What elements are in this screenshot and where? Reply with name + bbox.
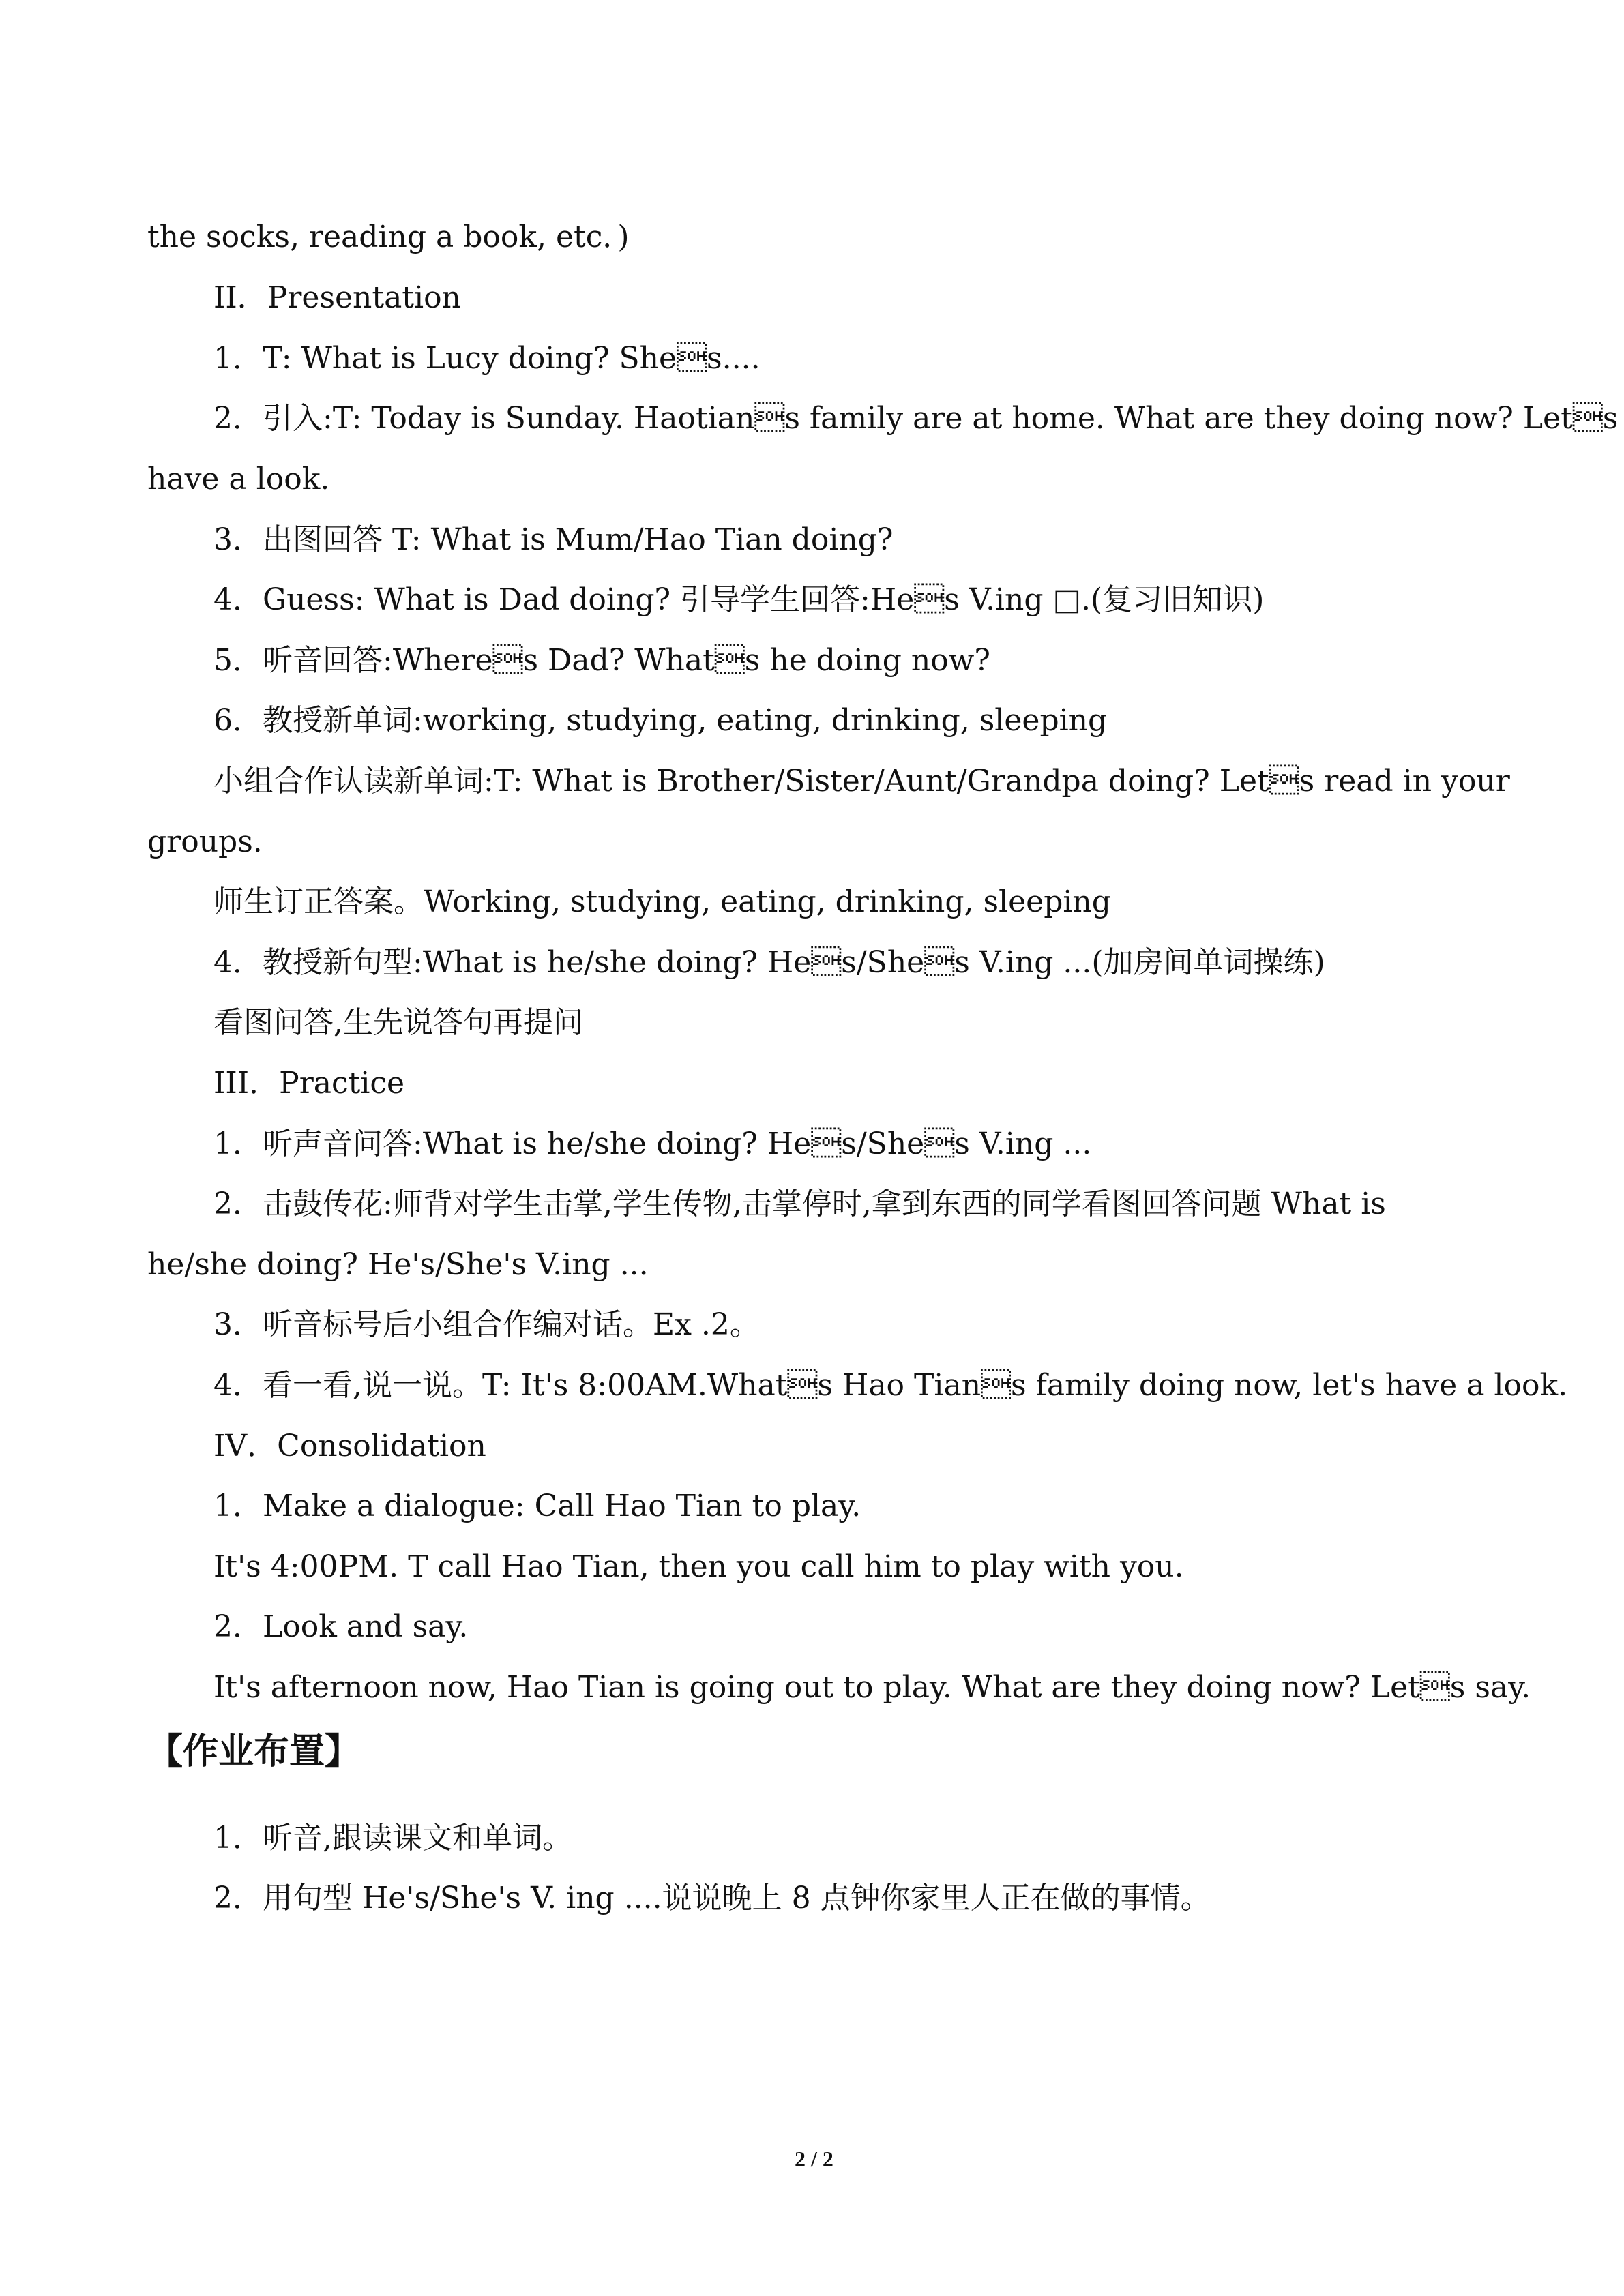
body-line: 1．听声音问答:What is he/she doing? Hes/Shes V.ing ... [213, 1127, 1092, 1161]
homework-line: 2．用句型 He's/She's V. ing ....说说晚上 8 点钟你家里人正在做的事情。 [213, 1881, 1211, 1915]
body-line: 2．Look and say. [213, 1609, 469, 1644]
body-line: groups. [147, 824, 263, 859]
body-line: 4．教授新句型:What is he/she doing? Hes/Shes V.ing ...(加房间单词操练) [213, 945, 1325, 980]
body-line: 3．听音标号后小组合作编对话。Ex .2。 [213, 1307, 760, 1342]
body-line: 6．教授新单词:working, studying, eating, drinking, sleeping [213, 703, 1108, 738]
body-line: he/she doing? He's/She's V.ing ... [147, 1247, 649, 1282]
body-line: 1．T: What is Lucy doing? Shes.... [213, 341, 761, 376]
body-line: 看图问答,生先说答句再提问 [213, 1005, 583, 1040]
body-line: 4．Guess: What is Dad doing? 引导学生回答:Hes V.ing □.(复习旧知识) [213, 582, 1265, 617]
body-line: 3．出图回答 T: What is Mum/Hao Tian doing? [213, 522, 894, 557]
body-line: It's 4:00PM. T call Hao Tian, then you call him to play with you. [213, 1549, 1184, 1584]
body-line: the socks, reading a book, etc．) [147, 220, 630, 254]
section-heading: III．Practice [213, 1066, 405, 1101]
body-line: 4．看一看,说一说。T: It's 8:00AM.Whats Hao Tians family doing now, let's have a look. [213, 1368, 1568, 1403]
section-heading: II．Presentation [213, 280, 461, 315]
body-line: 小组合作认读新单词:T: What is Brother/Sister/Aunt/Grandpa doing? Lets read in your [213, 764, 1510, 799]
body-line: 2．击鼓传花:师背对学生击掌,学生传物,击掌停时,拿到东西的同学看图回答问题 What is [213, 1187, 1386, 1221]
page-number: 2 / 2 [795, 2147, 833, 2171]
body-line: have a look. [147, 462, 330, 496]
homework-line: 1．听音,跟读课文和单词。 [213, 1821, 572, 1855]
body-line: 1．Make a dialogue: Call Hao Tian to play. [213, 1489, 861, 1523]
body-line: 2．引入:T: Today is Sunday. Haotians family are at home. What are they doing now? Lets [213, 401, 1619, 436]
homework-heading: 【作业布置】 [147, 1731, 361, 1772]
body-line: It's afternoon now, Hao Tian is going out to play. What are they doing now? Lets say. [213, 1670, 1531, 1705]
body-line: 师生订正答案。Working, studying, eating, drinking, sleeping [213, 884, 1111, 919]
section-heading: IV．Consolidation [213, 1429, 486, 1463]
body-line: 5．听音回答:Wheres Dad? Whats he doing now? [213, 643, 991, 678]
